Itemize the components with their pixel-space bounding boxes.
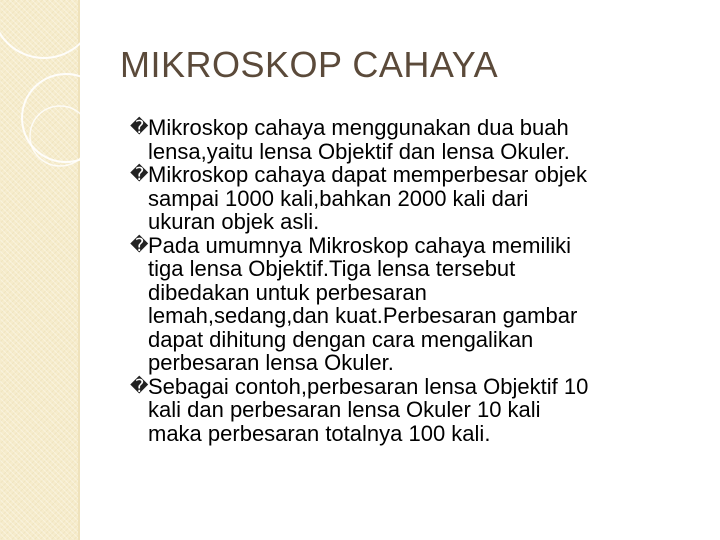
bullet-text-line: Pada umumnya Mikroskop cahaya memiliki xyxy=(148,232,572,258)
bullet-text-line: ukuran objek asli. xyxy=(148,209,320,234)
bullet-text-line: lemah,sedang,dan kuat.Perbesaran gambar xyxy=(148,303,578,328)
bullet-marker-icon: � xyxy=(130,234,149,255)
bullet-text-line: Mikroskop cahaya menggunakan dua buah xyxy=(148,115,569,140)
bullet-text-line: dapat dihitung dengan cara mengalikan xyxy=(148,326,534,352)
slide-title: MIKROSKOP CAHAYA xyxy=(120,44,499,85)
bullet-list xyxy=(130,116,700,445)
bullet-marker-icon: � xyxy=(130,117,149,137)
bullet-item xyxy=(130,163,700,234)
bullet-text-line: kali dan perbesaran lensa Okuler 10 kali xyxy=(148,397,541,422)
bullet-text-line: sampai 1000 kali,bahkan 2000 kali dari xyxy=(148,185,529,211)
bullet-text-line: perbesaran lensa Okuler. xyxy=(148,350,394,375)
bullet-text-line: Sebagai contoh,perbesaran lensa Objektif 10 xyxy=(148,373,589,399)
bullet-text-line: dibedakan untuk perbesaran xyxy=(148,279,427,305)
bullet-marker-icon: � xyxy=(130,164,149,184)
bullet-item xyxy=(130,375,700,446)
bullet-text-line: tiga lensa Objektif.Tiga lensa tersebut xyxy=(148,256,516,281)
bullet-text-line: maka perbesaran totalnya 100 kali. xyxy=(148,420,491,446)
decorative-rings-icon xyxy=(0,0,80,220)
bullet-text-line: lensa,yaitu lensa Objektif dan lensa Okuler. xyxy=(148,138,570,164)
bullet-item xyxy=(130,234,700,375)
bullet-text-line: Mikroskop cahaya dapat memperbesar objek xyxy=(148,162,588,187)
bullet-item xyxy=(130,116,700,163)
bullet-marker-icon: � xyxy=(130,375,149,396)
